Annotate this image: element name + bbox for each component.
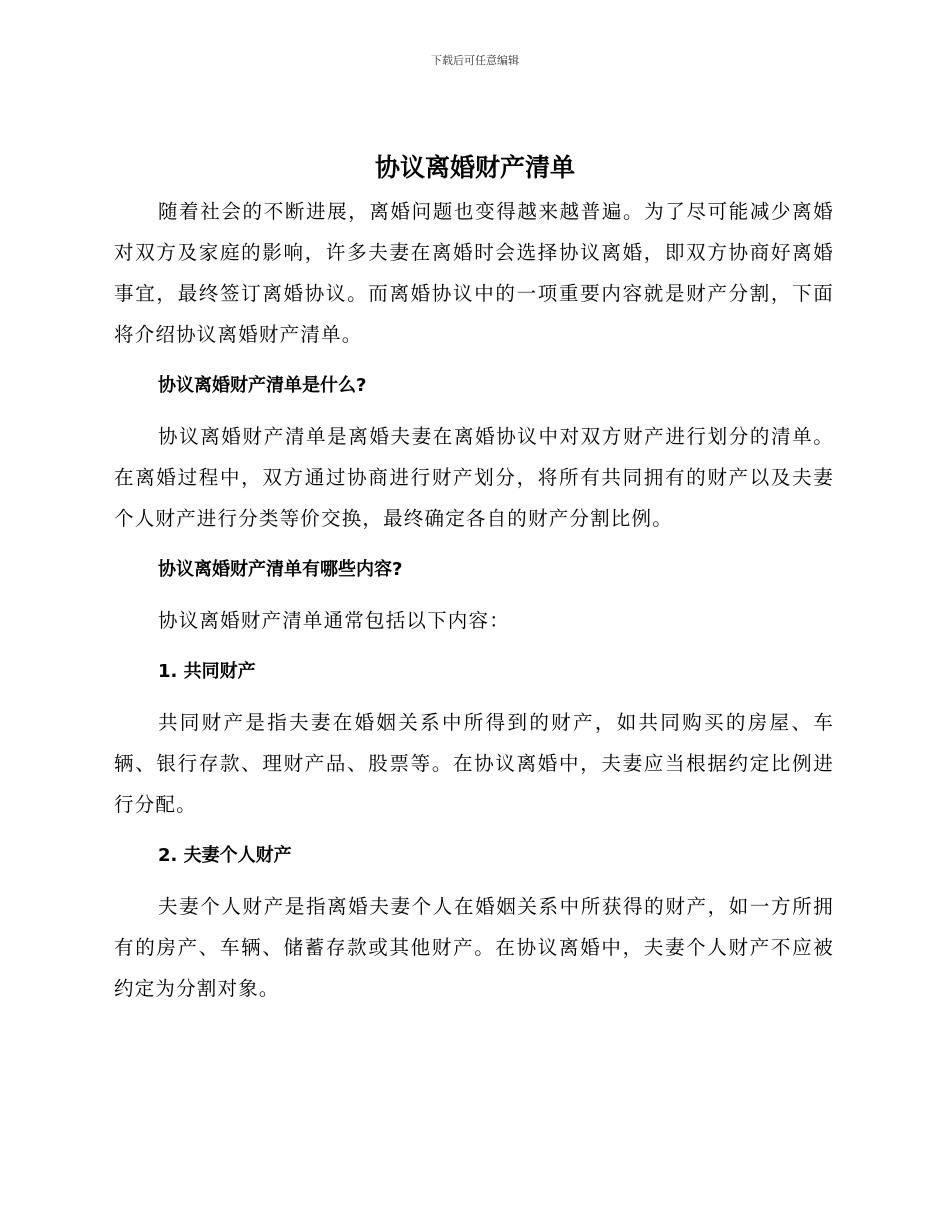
intro-paragraph: 随着社会的不断进展，离婚问题也变得越来越普遍。为了尽可能减少离婚对双方及家庭的影响，许多夫妻在离婚时会选择协议离婚，即双方协商好离婚事宜，最终签订离婚协议。而离婚协议中的一项重要内容就是财产分割，下面将介绍协议离婚财产清单。 bbox=[114, 200, 834, 346]
document-title: 协议离婚财产清单 bbox=[374, 153, 575, 182]
page-header: 下载后可任意编辑 bbox=[431, 54, 519, 67]
document-body bbox=[114, 191, 834, 1019]
subheading-personal-property: 2. 夫妻个人财产 bbox=[158, 845, 292, 866]
personal-property-paragraph: 夫妻个人财产是指离婚夫妻个人在婚姻关系中所获得的财产，如一方所拥有的房产、车辆、储蓄存款或其他财产。在协议离婚中，夫妻个人财产不应被约定为分割对象。 bbox=[114, 895, 834, 1000]
contents-intro-paragraph: 协议离婚财产清单通常包括以下内容： bbox=[158, 609, 510, 632]
section-heading-what: 协议离婚财产清单是什么? bbox=[158, 375, 367, 396]
definition-paragraph: 协议离婚财产清单是离婚夫妻在离婚协议中对双方财产进行划分的清单。在离婚过程中，双方通过协商进行财产划分，将所有共同拥有的财产以及夫妻个人财产进行分类等价交换，最终确定各自的财产分割比例。 bbox=[114, 425, 834, 530]
joint-property-paragraph: 共同财产是指夫妻在婚姻关系中所得到的财产，如共同购买的房屋、车辆、银行存款、理财产品、股票等。在协议离婚中，夫妻应当根据约定比例进行分配。 bbox=[114, 711, 834, 816]
subheading-joint-property: 1. 共同财产 bbox=[158, 661, 256, 682]
section-heading-contents: 协议离婚财产清单有哪些内容? bbox=[158, 559, 403, 580]
